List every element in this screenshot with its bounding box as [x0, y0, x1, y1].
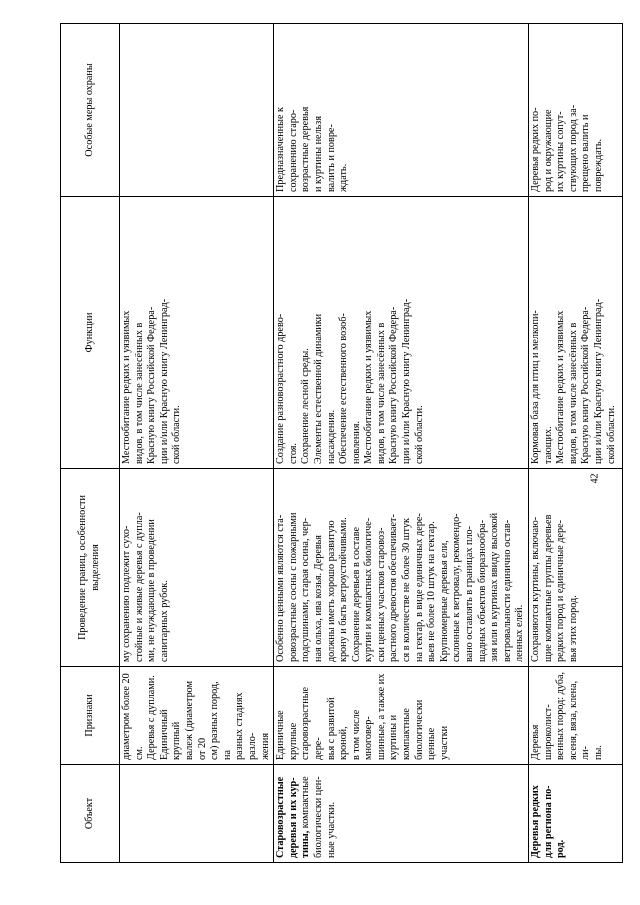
- cell-line: на гектар, в виде единичных дере-: [413, 513, 425, 662]
- cell-line: ции и/или Красную книгу Ленинград-: [592, 298, 604, 464]
- cell-line: ленных елей.: [514, 604, 526, 662]
- cell-line: участки: [438, 725, 450, 760]
- cell-line: зия или в куртинах ввиду высокой: [489, 512, 501, 662]
- cell-line: щадных объектов биоразнообра-: [476, 519, 488, 662]
- cell-line: Красную книгу Российской Федера-: [146, 306, 158, 464]
- cell-line: Деревья с дуплами.: [146, 675, 158, 760]
- cell-line: щие компактные группы деревьев: [542, 514, 554, 662]
- cell-line: стоя.: [287, 443, 299, 464]
- cell-line: ствующих пород за-: [567, 104, 579, 192]
- cell-line: стойные и живые деревья с дупла-: [133, 512, 145, 662]
- cell-line: валить и повре-: [325, 124, 337, 192]
- biodiversity-table: [60, 23, 623, 863]
- header-signs: Признаки: [61, 667, 120, 765]
- cell-line: редких пород и единичные дере-: [555, 519, 567, 662]
- cell-object: [529, 765, 623, 863]
- table-header-row: [61, 24, 120, 863]
- cell-line: ски ценных участков старовоз-: [375, 527, 387, 662]
- cell-line: видов, в том числе занесённых в: [375, 322, 387, 464]
- cell-line: прещено валить и: [580, 114, 592, 192]
- cell-line: видов, в том числе занесённых в: [567, 322, 579, 464]
- cell-line: склонные к ветровалу, рекомендо-: [451, 513, 463, 662]
- cell-line: старовозрастные дере-: [300, 686, 324, 760]
- cell-line: должны иметь хорошо развитую: [325, 520, 337, 662]
- cell-line: му сохранению подлежит сухо-: [121, 525, 132, 662]
- cell-line: разных стадиях разло-: [234, 692, 258, 760]
- cell-line: Единичные крупные: [275, 710, 299, 760]
- page-number: 42: [589, 473, 601, 484]
- cell-boundaries: [274, 469, 529, 667]
- cell-line: Местообитание редких и уязвимых: [121, 310, 132, 464]
- cell-functions: [529, 197, 623, 469]
- cell-measures: [529, 24, 623, 197]
- cell-line: вья с развитой кроной,: [325, 697, 350, 760]
- cell-functions: [274, 197, 529, 469]
- cell-line: Особенно ценными являются ста-: [275, 514, 287, 662]
- cell-object: [274, 765, 529, 863]
- cell-line: ная ольха, ива козья. Деревья: [312, 535, 324, 662]
- cell-line: венных пород: дуба,: [555, 671, 567, 760]
- cell-line: ции и/или Красную книгу Ленинград-: [158, 298, 170, 464]
- cell-line: Красную книгу Российской Федера-: [388, 306, 400, 464]
- cell-line: валеж (диаметром от 20: [183, 680, 208, 760]
- cell-line: ждать.: [338, 163, 350, 192]
- cell-line: санитарных рубок.: [158, 580, 170, 662]
- cell-line: вьев не более 10 штук на гектар.: [426, 521, 438, 662]
- cell-line: см) разных пород, на: [209, 681, 233, 760]
- cell-boundaries: [120, 469, 274, 667]
- table-row: [120, 24, 274, 863]
- cell-line: Сохранение лесной среды.: [300, 348, 312, 464]
- cell-line: подсушинами, старая осина, чер-: [300, 517, 312, 662]
- cell-line: вано оставлять в границах пло-: [464, 525, 476, 662]
- cell-line: диаметром более 20 см.: [121, 673, 145, 760]
- cell-line: Сохранение деревьев в составе: [350, 526, 362, 662]
- cell-line: повреждать.: [592, 138, 604, 192]
- cell-line: крону и быть ветроустойчивыми.: [338, 517, 350, 662]
- cell-line: Красную книгу Российской Федера-: [580, 306, 592, 464]
- cell-line: сохранению старо-: [287, 109, 299, 192]
- cell-signs: [529, 667, 623, 765]
- cell-line: Местообитание редких и уязвимых: [555, 310, 567, 464]
- cell-line: Деревья редких по-: [530, 107, 541, 192]
- header-boundaries: Проведение границ, особенности выделения: [61, 469, 120, 667]
- cell-signs: [274, 667, 529, 765]
- cell-line: Обеспечение естественного возоб-: [338, 313, 350, 464]
- header-object: Объект: [61, 765, 120, 863]
- cell-line: Кормовая база для птиц и мелкопи-: [530, 310, 541, 464]
- cell-line: ской области.: [171, 405, 183, 464]
- cell-line: Единичный крупный: [158, 709, 183, 760]
- object-name-bold: Деревья редких для региона по-род.: [530, 785, 567, 858]
- cell-line: ми, не нуждающие в проведении: [146, 519, 158, 662]
- cell-functions: [120, 197, 274, 469]
- cell-line: Деревья широколист-: [530, 704, 554, 760]
- table-row: [274, 24, 529, 863]
- cell-line: ской области.: [605, 405, 617, 464]
- object-name-bold: Старовозрастные деревья и их кур-тины,: [275, 776, 312, 858]
- cell-line: растного древостоя обеспечивает-: [388, 514, 400, 662]
- cell-line: Предназначенные к: [275, 107, 287, 192]
- cell-line: возрастные деревья: [300, 106, 312, 192]
- cell-line: Создание разновозрастного древо-: [275, 313, 287, 464]
- cell-line: ровозрастные сосны с пожарными: [287, 512, 299, 662]
- cell-line: насаждения.: [325, 409, 337, 464]
- cell-line: шинные, а также их: [375, 673, 387, 760]
- cell-line: ции и/или Красную книгу Ленинград-: [401, 298, 413, 464]
- cell-line: биологически ценные: [413, 699, 438, 760]
- cell-line: Крупномерные деревья ели,: [438, 540, 450, 662]
- object-name-text: компактные биологически цен-ные участки.: [300, 776, 337, 858]
- cell-line: в том числе многовер-: [350, 709, 375, 760]
- cell-line: тающих.: [542, 426, 554, 464]
- cell-line: куртины и компактные: [388, 708, 413, 760]
- cell-boundaries: [529, 469, 623, 667]
- cell-line: вья этих пород.: [567, 595, 579, 662]
- cell-measures: [120, 24, 274, 197]
- cell-line: род и окружающие: [542, 109, 554, 192]
- cell-line: ской области.: [413, 405, 425, 464]
- cell-line: Местообитание редких и уязвимых: [363, 310, 375, 464]
- cell-line: ся в количестве не более 30 штук: [401, 517, 413, 662]
- cell-line: куртин и компактных биологиче-: [363, 517, 375, 662]
- cell-line: их куртины сопут-: [555, 111, 567, 192]
- cell-line: Элементы естественной динамики: [312, 313, 324, 464]
- header-functions: Функции: [61, 197, 120, 469]
- cell-object: [120, 765, 274, 863]
- cell-line: ветровальности единично остав-: [501, 519, 513, 662]
- table-body: [120, 24, 623, 863]
- cell-line: жения: [259, 732, 271, 760]
- cell-line: и куртины нельзя: [312, 115, 324, 192]
- cell-line: пы.: [592, 745, 604, 760]
- table-row: [529, 24, 623, 863]
- cell-line: ясеня, вяза, клена, ли-: [567, 680, 592, 760]
- cell-line: Сохраняются куртины, включаю-: [530, 516, 541, 662]
- header-measures: Особые меры охраны: [61, 24, 120, 197]
- cell-line: видов, в том числе занесённых в: [133, 322, 145, 464]
- cell-line: новления.: [350, 421, 362, 464]
- cell-signs: [120, 667, 274, 765]
- cell-measures: [274, 24, 529, 197]
